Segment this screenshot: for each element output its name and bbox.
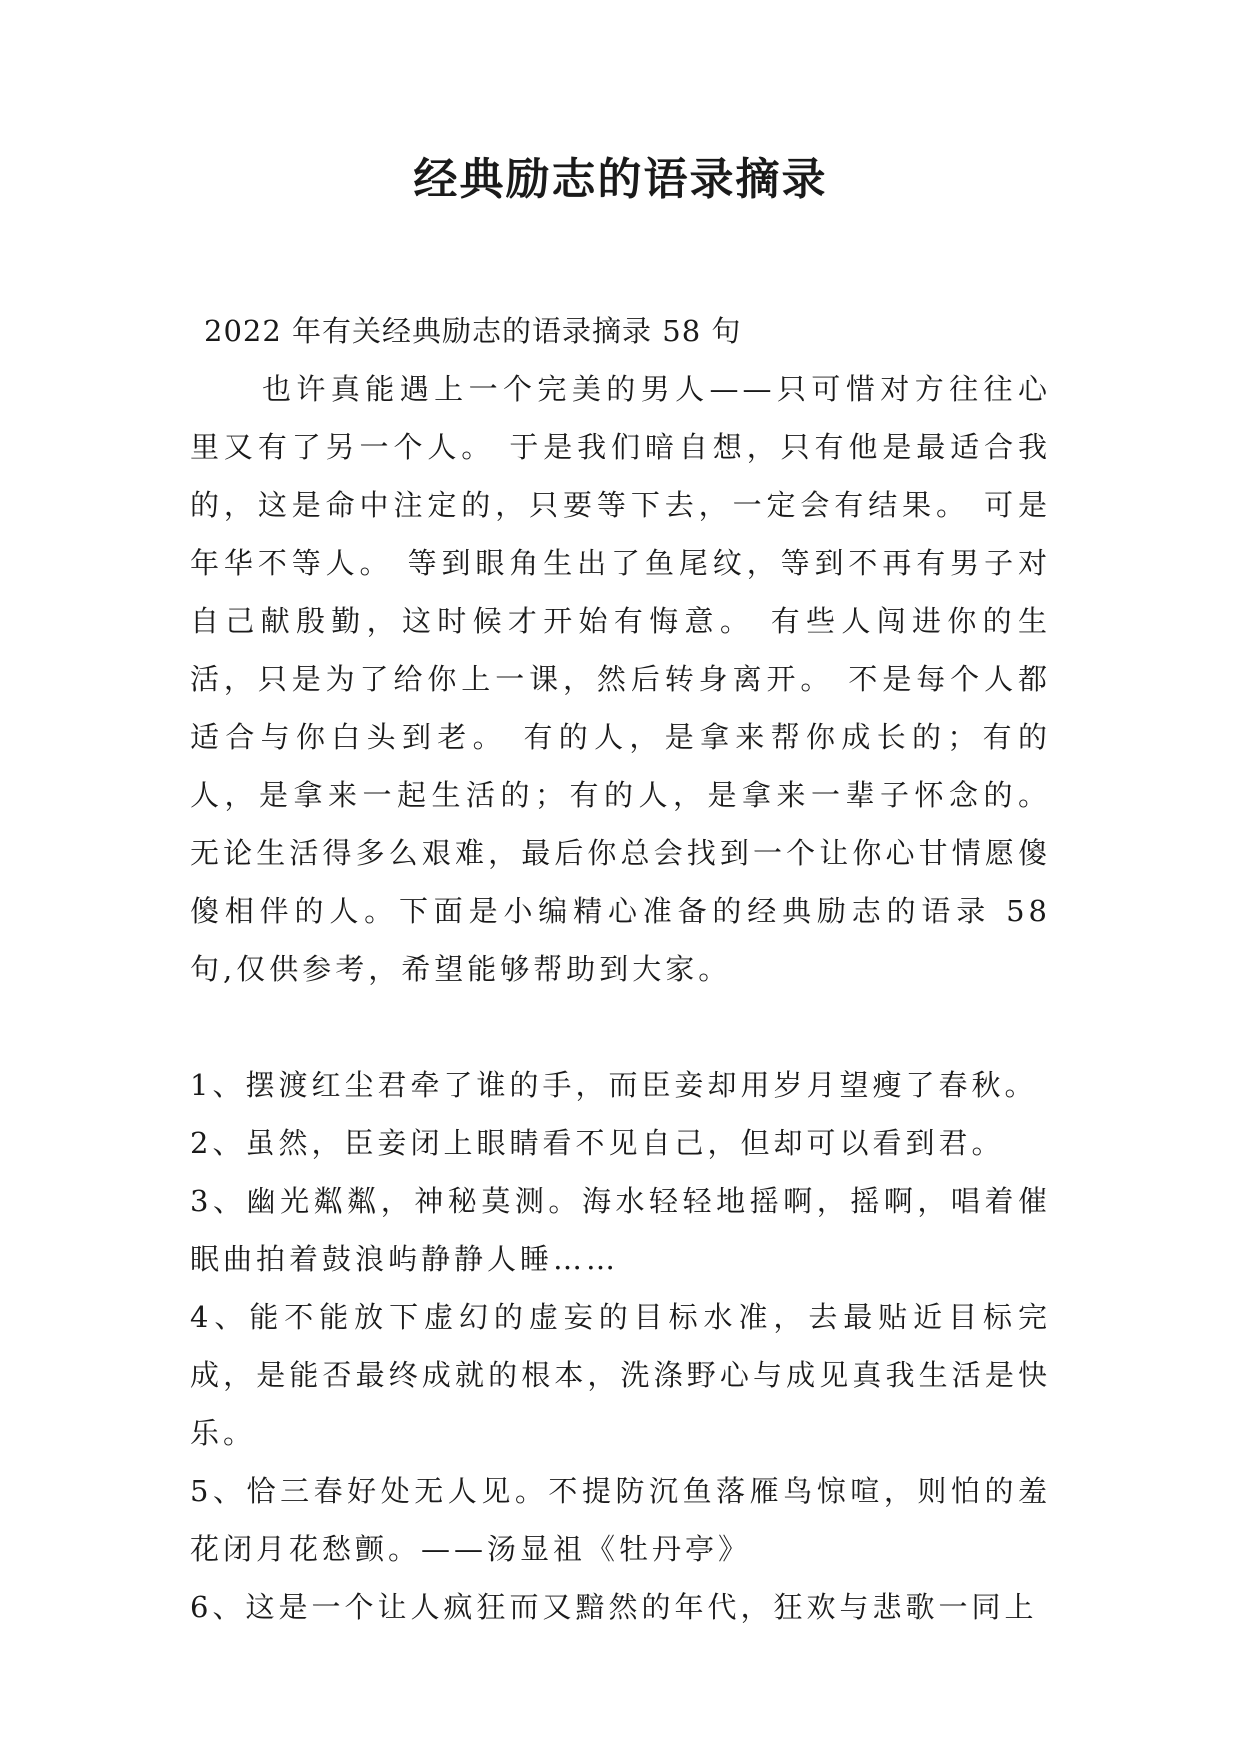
quote-item: 1、摆渡红尘君牵了谁的手，而臣妾却用岁月望瘦了春秋。 <box>190 1068 1038 1102</box>
quote-item: 2、虽然，臣妾闭上眼睛看不见自己，但却可以看到君。 <box>190 1126 1005 1160</box>
quote-item: 6、这是一个让人疯狂而又黯然的年代，狂欢与悲歌一同上 <box>190 1590 1038 1624</box>
paragraph-spacer <box>190 998 1051 1056</box>
quote-item: 4、能不能放下虚幻的虚妄的目标水准，去最贴近目标完成，是能否最终成就的根本，洗涤野心与成见真我生活是快乐。 <box>190 1300 1051 1450</box>
intro-paragraph: 也许真能遇上一个完美的男人——只可惜对方往往心里又有了另一个人。 于是我们暗自想，只有他是最适合我的，这是命中注定的，只要等下去，一定会有结果。 可是年华不等人。 等到眼角生出了鱼尾纹，等到不再有男子对自己献殷勤，这时候才开始有悔意。 有些人闯进你的生活，只是为了给你上一课，然后转身离开。 不是每个人都适合与你白头到老。 有的人，是拿来帮你成长的；有的人，是拿来一起生活的；有的人，是拿来一辈子怀念的。 无论生活得多么艰难，最后你总会找到一个让你心甘情愿傻傻相伴的人。下面是小编精心准备的经典励志的语录 58 句,仅供参考，希望能够帮助到大家。 <box>190 372 1051 986</box>
document-title: 经典励志的语录摘录 <box>413 154 828 205</box>
quote-item: 5、恰三春好处无人见。不提防沉鱼落雁鸟惊喧，则怕的羞花闭月花愁颤。——汤显祖《牡丹亭》 <box>190 1474 1051 1566</box>
quote-item: 3、幽光粼粼，神秘莫测。海水轻轻地摇啊，摇啊，唱着催眠曲拍着鼓浪屿静静人睡…… <box>190 1184 1051 1276</box>
document-subtitle: 2022 年有关经典励志的语录摘录 58 句 <box>204 314 742 348</box>
quote-list <box>190 1056 1051 1636</box>
